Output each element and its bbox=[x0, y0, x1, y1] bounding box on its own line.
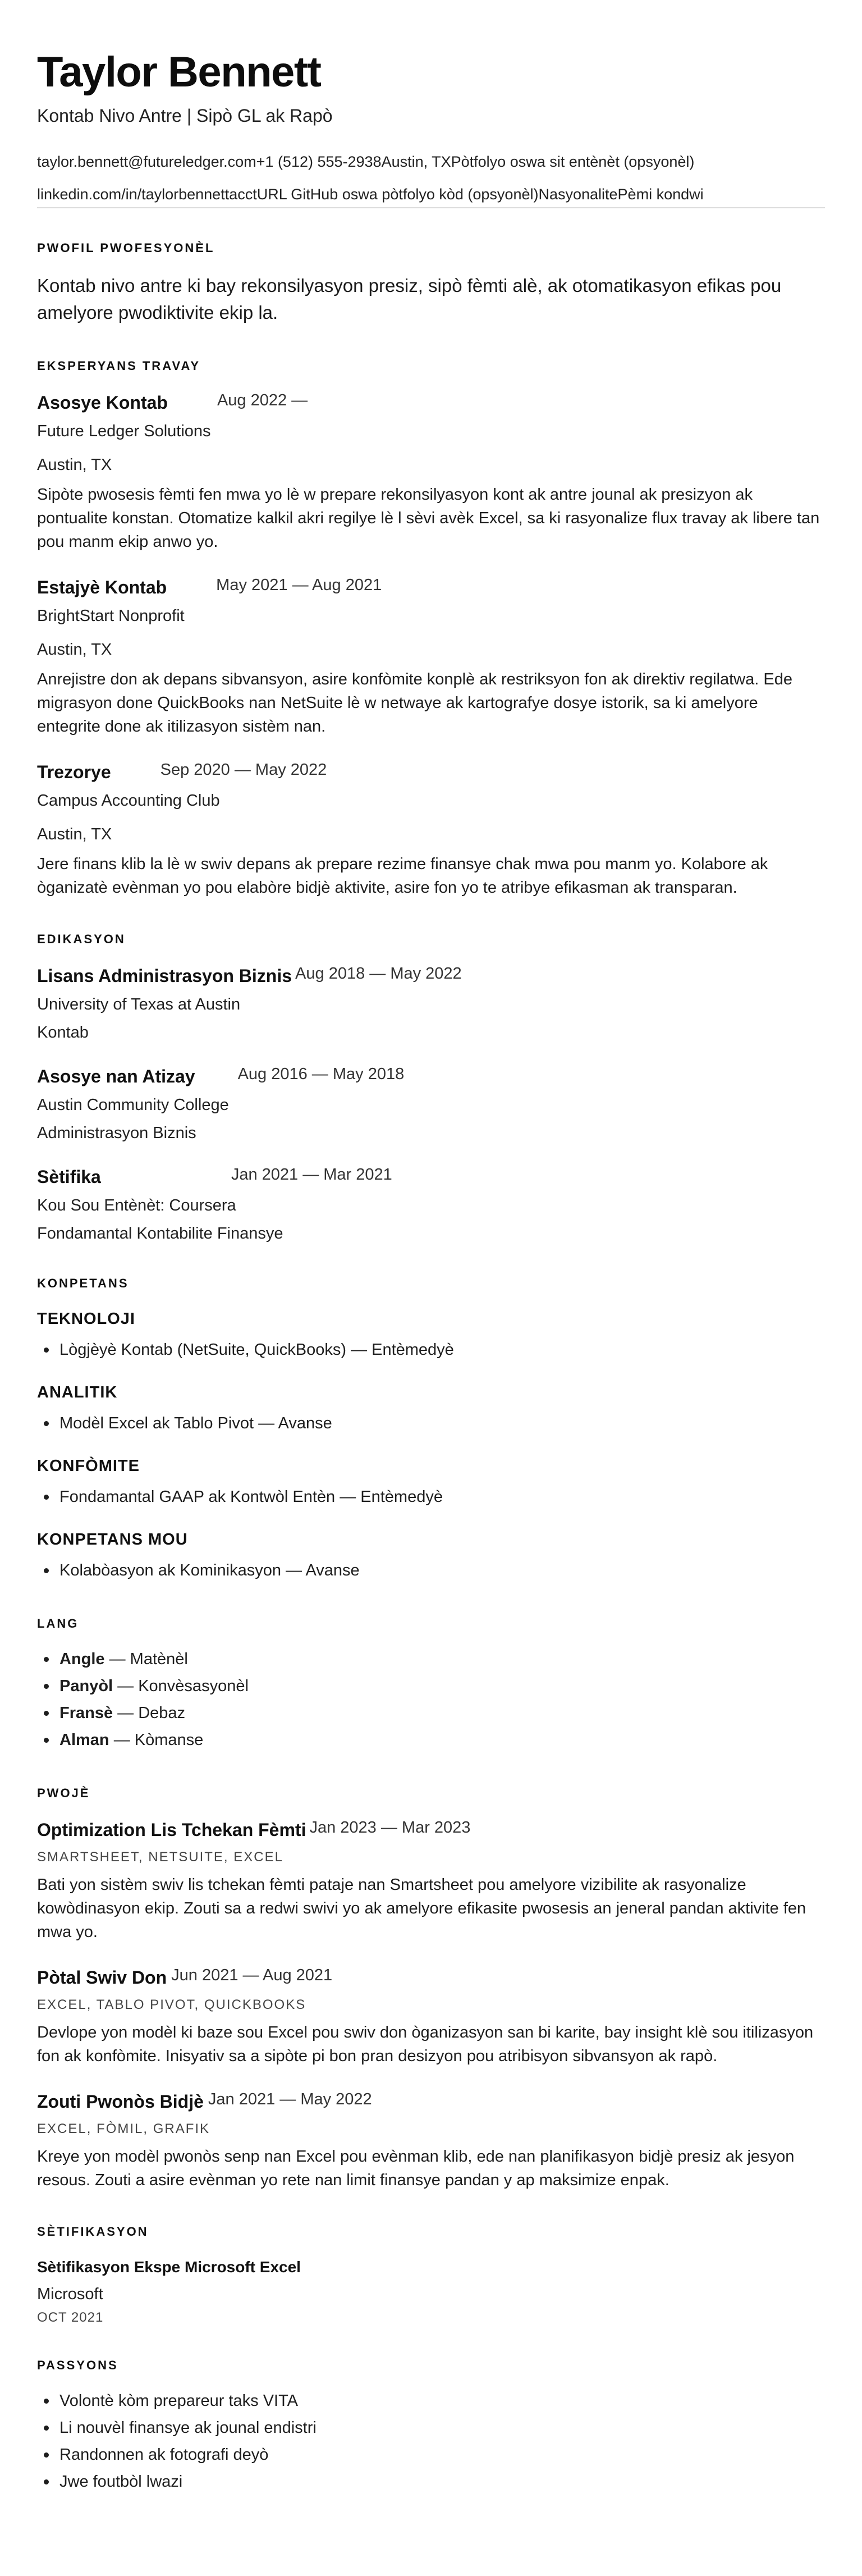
degree-title: Lisans Administrasyon Biznis bbox=[37, 966, 292, 986]
certification-issuer: Microsoft bbox=[37, 2285, 103, 2303]
education-dates: Jan 2021 — Mar 2021 bbox=[231, 1166, 392, 1184]
language-name: Panyòl bbox=[59, 1677, 113, 1695]
github-link[interactable]: URL GitHub oswa pòtfolyo kòd (opsyonèl) bbox=[256, 186, 539, 203]
skill-list bbox=[37, 1557, 825, 1584]
project-dates: Jan 2023 — Mar 2023 bbox=[309, 1819, 471, 1837]
section-title: PWOFIL PWOFESYONÈL bbox=[37, 241, 215, 255]
driving-license: Pèmi kondwi bbox=[617, 186, 704, 203]
project-tech: EXCEL, TABLO PIVOT, QUICKBOOKS bbox=[37, 1997, 306, 2012]
header-divider bbox=[37, 207, 825, 208]
job-title: Trezorye bbox=[37, 762, 111, 782]
job-dates: May 2021 — Aug 2021 bbox=[216, 576, 382, 594]
certification-name: Sètifikasyon Ekspe Microsoft Excel bbox=[37, 2258, 301, 2276]
degree-title: Asosye nan Atizay bbox=[37, 1066, 195, 1086]
hobbies-section bbox=[37, 2358, 825, 2495]
experience-entry bbox=[37, 392, 825, 554]
projects-section bbox=[37, 1786, 825, 2192]
skill-list bbox=[37, 1336, 825, 1363]
section-title: KONPETANS bbox=[37, 1276, 129, 1290]
hobby-item: Li nouvèl finansye ak jounal endistri bbox=[37, 2414, 825, 2441]
project-title: Optimization Lis Tchekan Fèmti bbox=[37, 1820, 306, 1840]
education-entry bbox=[37, 966, 825, 1043]
profile-summary: Kontab nivo antre ki bay rekonsilyasyon presiz, sipò fèmti alè, ak otomatikasyon efikas pou amelyore pwodiktivite ekip la. bbox=[37, 275, 782, 323]
hobby-item: Randonnen ak fotografi deyò bbox=[37, 2441, 825, 2468]
school-name: University of Texas at Austin bbox=[37, 995, 241, 1013]
language-item bbox=[37, 1673, 825, 1700]
project-title: Pòtal Swiv Don bbox=[37, 1967, 167, 1988]
language-name: Fransè bbox=[59, 1704, 113, 1722]
school-name: Kou Sou Entènèt: Coursera bbox=[37, 1196, 236, 1214]
hobby-item: Volontè kòm prepareur taks VITA bbox=[37, 2387, 825, 2414]
education-entry bbox=[37, 1066, 825, 1143]
phone-number[interactable]: +1 (512) 555-2938 bbox=[256, 153, 382, 170]
project-tech: EXCEL, FÒMIL, GRAFIK bbox=[37, 2121, 210, 2136]
project-description: Kreye yon modèl pwonòs senp nan Excel pou evènman klib, ede nan planifikasyon bidjè presiz ak jesyon resous. Zouti a asire evènman yo rete nan limit finansye pandan y ap maksimize enpak. bbox=[37, 2148, 795, 2189]
skill-category: ANALITIK bbox=[37, 1383, 118, 1401]
contact-info bbox=[37, 151, 825, 205]
skill-category: KONFÒMITE bbox=[37, 1457, 140, 1475]
language-item bbox=[37, 1727, 825, 1753]
job-dates: Aug 2022 — bbox=[217, 391, 308, 409]
language-list bbox=[37, 1646, 825, 1753]
degree-title: Sètifika bbox=[37, 1167, 101, 1187]
project-description: Devlope yon modèl ki baze sou Excel pou swiv don òganizasyon san bi karite, bay insight klè sou itilizasyon fon ak konfòmite. Inisyativ sa a sipòte pi bon pran desizyon pou atribisyon sibvansyon ak rapò. bbox=[37, 2024, 814, 2065]
school-name: Austin Community College bbox=[37, 1096, 229, 1114]
project-entry bbox=[37, 1967, 825, 2068]
project-title: Zouti Pwonòs Bidjè bbox=[37, 2091, 204, 2112]
language-level: — Debaz bbox=[113, 1704, 186, 1722]
skills-section bbox=[37, 1276, 825, 1584]
skill-list bbox=[37, 1483, 825, 1510]
hobby-item: Jwe foutbòl lwazi bbox=[37, 2468, 825, 2495]
location: Austin, TX bbox=[381, 153, 451, 170]
language-name: Angle bbox=[59, 1650, 105, 1668]
experience-entry bbox=[37, 762, 825, 899]
field-of-study: Administrasyon Biznis bbox=[37, 1124, 196, 1142]
email-link[interactable]: taylor.bennett@futureledger.com bbox=[37, 153, 256, 170]
project-dates: Jan 2021 — May 2022 bbox=[208, 2090, 372, 2108]
language-item bbox=[37, 1700, 825, 1727]
education-section bbox=[37, 932, 825, 1244]
job-dates: Sep 2020 — May 2022 bbox=[160, 761, 327, 779]
education-dates: Aug 2018 — May 2022 bbox=[295, 965, 462, 983]
language-item bbox=[37, 1646, 825, 1673]
job-location: Austin, TX bbox=[37, 641, 112, 659]
project-description: Bati yon sistèm swiv lis tchekan fèmti pataje nan Smartsheet pou amelyore vizibilite ak rasyonalize kowòdinasyon ekip. Zouti sa a redwi swivi yo ak amelyore efikasite pwosesis an jeneral pandan aktivite fen mwa yo. bbox=[37, 1876, 806, 1941]
nationality: Nasyonalite bbox=[538, 186, 618, 203]
skill-item: Fondamantal GAAP ak Kontwòl Entèn — Entèmedyè bbox=[37, 1483, 825, 1510]
section-title: SÈTIFIKASYON bbox=[37, 2225, 149, 2239]
certifications-section bbox=[37, 2225, 825, 2326]
skill-item: Lògjèyè Kontab (NetSuite, QuickBooks) — Entèmedyè bbox=[37, 1336, 825, 1363]
certification-date: OCT 2021 bbox=[37, 2310, 104, 2325]
contact-row-2 bbox=[37, 184, 825, 205]
section-title: PWOJÈ bbox=[37, 1786, 90, 1800]
skill-category: KONPETANS MOU bbox=[37, 1531, 188, 1549]
job-description: Anrejistre don ak depans sibvansyon, asire konfòmite konplè ak restriksyon fon ak direktiv regilatwa. Ede migrasyon done QuickBooks nan NetSuite lè w netwaye ak kartografye dosye istorik, sa ki amelyore entegrite done ak itilizasyon sistèm nan. bbox=[37, 670, 792, 736]
job-description: Jere finans klib la lè w swiv depans ak prepare rezime finansye chak mwa pou manm yo. Kolabore ak òganizatè evènman yo pou elabòre bidjè aktivite, asire fon yo te atribye efikasman ak transparan. bbox=[37, 855, 768, 897]
hobby-list bbox=[37, 2387, 825, 2495]
portfolio-link[interactable]: Pòtfolyo oswa sit entènèt (opsyonèl) bbox=[451, 153, 695, 170]
language-level: — Konvèsasyonèl bbox=[113, 1677, 249, 1695]
field-of-study: Fondamantal Kontabilite Finansye bbox=[37, 1225, 283, 1243]
project-dates: Jun 2021 — Aug 2021 bbox=[171, 1966, 333, 1984]
company-name: Future Ledger Solutions bbox=[37, 422, 211, 440]
skill-list bbox=[37, 1410, 825, 1437]
job-description: Sipòte pwosesis fèmti fen mwa yo lè w prepare rekonsilyasyon kont ak antre jounal ak presizyon ak pontualite konstan. Otomatize kalkil akri regilye lè l sèvi avèk Excel, sa ki rasyonalize flux travay ak libere tan pou manm ekip anwo yo. bbox=[37, 486, 820, 551]
linkedin-link[interactable]: linkedin.com/in/taylorbennettacct bbox=[37, 186, 257, 203]
experience-entry bbox=[37, 577, 825, 738]
section-title: LANG bbox=[37, 1616, 79, 1630]
skill-category: TEKNOLOJI bbox=[37, 1310, 135, 1328]
skill-item: Modèl Excel ak Tablo Pivot — Avanse bbox=[37, 1410, 825, 1437]
candidate-headline: Kontab Nivo Antre | Sipò GL ak Rapò bbox=[37, 106, 333, 126]
project-entry bbox=[37, 2091, 825, 2192]
section-title: EKSPERYANS TRAVAY bbox=[37, 359, 201, 373]
contact-row-1 bbox=[37, 151, 825, 172]
education-dates: Aug 2016 — May 2018 bbox=[237, 1065, 405, 1083]
languages-section bbox=[37, 1616, 825, 1753]
field-of-study: Kontab bbox=[37, 1024, 89, 1042]
experience-section bbox=[37, 359, 825, 899]
project-entry bbox=[37, 1820, 825, 1944]
company-name: BrightStart Nonprofit bbox=[37, 607, 185, 625]
resume-header bbox=[37, 47, 825, 208]
job-location: Austin, TX bbox=[37, 456, 112, 474]
job-location: Austin, TX bbox=[37, 825, 112, 843]
candidate-name: Taylor Bennett bbox=[37, 48, 321, 96]
section-title: PASSYONS bbox=[37, 2358, 118, 2372]
job-title: Estajyè Kontab bbox=[37, 577, 167, 597]
company-name: Campus Accounting Club bbox=[37, 792, 220, 810]
language-level: — Matènèl bbox=[104, 1650, 188, 1668]
education-entry bbox=[37, 1167, 825, 1244]
language-level: — Kòmanse bbox=[109, 1731, 204, 1749]
language-name: Alman bbox=[59, 1731, 109, 1749]
project-tech: SMARTSHEET, NETSUITE, EXCEL bbox=[37, 1849, 283, 1865]
job-title: Asosye Kontab bbox=[37, 392, 168, 413]
profile-section bbox=[37, 241, 825, 326]
skill-item: Kolabòasyon ak Kominikasyon — Avanse bbox=[37, 1557, 825, 1584]
section-title: EDIKASYON bbox=[37, 932, 126, 946]
